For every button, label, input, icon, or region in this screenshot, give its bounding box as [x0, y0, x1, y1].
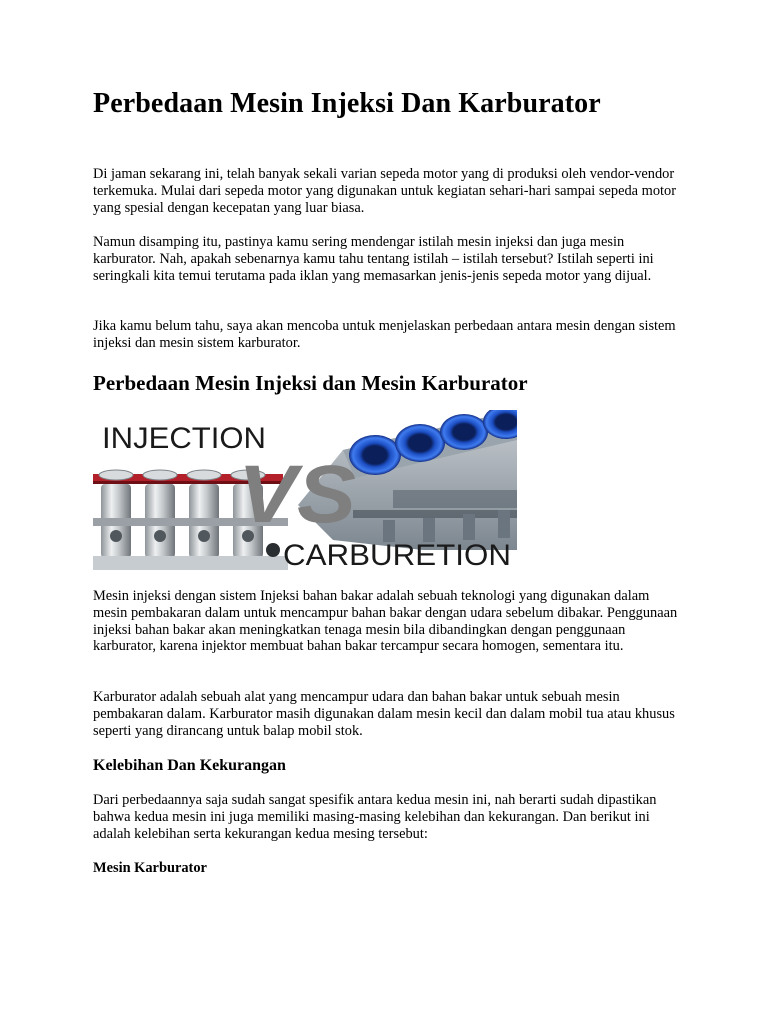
- section-heading: Perbedaan Mesin Injeksi dan Mesin Karburator: [93, 371, 528, 395]
- carburetion-label: CARBURETION: [283, 539, 511, 570]
- carburetor-paragraph: Karburator adalah sebuah alat yang mencampur udara dan bahan bakar untuk sebuah mesin pembakaran dalam. Karburator masih digunakan dalam mesin kecil dan dalam mobil tua atau khusus seperti yang dirancang untuk balap mobil stok.: [93, 689, 675, 739]
- vs-label: VS: [238, 449, 356, 540]
- intro-paragraph-2: Namun disamping itu, pastinya kamu sering mendengar istilah mesin injeksi dan juga mesin karburator. Nah, apakah sebenarnya kamu tahu tentang istilah – istilah tersebut? Istilah seperti ini seringkali kita temui terutama pada iklan yang memasarkan jenis-jenis sepeda motor yang dijual.: [93, 234, 654, 284]
- document-title: Perbedaan Mesin Injeksi Dan Karburator: [93, 88, 601, 119]
- intro-paragraph-1: Di jaman sekarang ini, telah banyak sekali varian sepeda motor yang di produksi oleh vendor-vendor terkemuka. Mulai dari sepeda motor yang digunakan untuk kegiatan sehari-hari sampai sepeda motor yang spesial dengan kecepatan yang luar biasa.: [93, 166, 677, 216]
- pros-cons-paragraph: Dari perbedaannya saja sudah sangat spesifik antara kedua mesin ini, nah berarti sudah dipastikan bahwa kedua mesin ini juga memiliki masing-masing kelebihan dan kekurangan. Dan berikut ini adalah kelebihan serta kekurangan kedua mesing tersebut:: [93, 792, 657, 842]
- injection-label: INJECTION: [102, 422, 266, 455]
- intro-paragraph-3: Jika kamu belum tahu, saya akan mencoba untuk menjelaskan perbedaan antara mesin dengan sistem injeksi dan mesin sistem karburator.: [93, 318, 676, 351]
- injection-paragraph: Mesin injeksi dengan sistem Injeksi bahan bakar adalah sebuah teknologi yang digunakan dalam mesin pembakaran dalam untuk mencampur bahan bakar dengan udara sebelum dibakar. Penggunaan injeksi bahan bakar akan meningkatkan tenaga mesin bila dibandingkan dengan penggunaan karburator, karena injektor membuat bahan bakar tercampur secara homogen, sementara itu.: [93, 588, 678, 655]
- subsection-heading: Kelebihan Dan Kekurangan: [93, 757, 286, 774]
- carburetor-engine-heading: Mesin Karburator: [93, 860, 207, 876]
- injection-vs-carburetion-image: [93, 410, 517, 570]
